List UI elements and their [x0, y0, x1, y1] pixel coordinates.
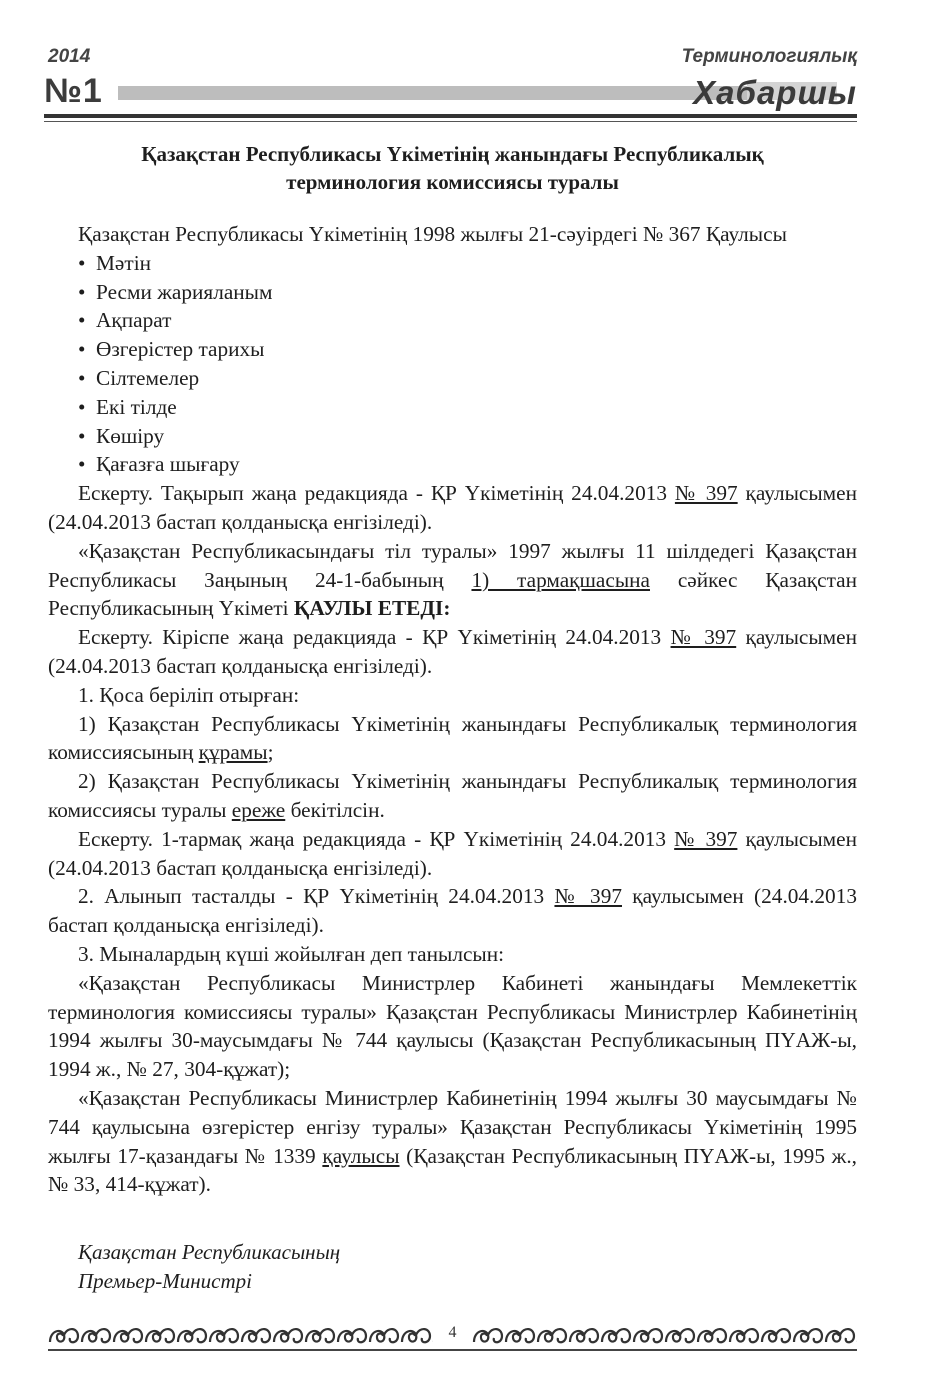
composition-link[interactable]: құрамы: [198, 740, 268, 765]
note-preamble-paragraph: Ескерту. Кіріспе жаңа редакцияда - ҚР Үкіметінің 24.04.2013 № 397 қаулысымен (24.04.2013 бастап қолданысқа енгізіледі).: [48, 625, 858, 678]
repealed-decree-2-paragraph: «Қазақстан Республикасы Министрлер Кабинетінің 1994 жылғы 30 маусымдағы № 744 қаулысына өзгерістер енгізу туралы» Қазақстан Республикасы Үкіметінің 1995 жылғы 17-қазандағы № 1339 қаулысы (Қазақстан Республикасының ПҮАЖ-ы, 1995 ж., № 33, 414-құжат).: [48, 1085, 857, 1197]
decree-link[interactable]: № 397: [674, 481, 738, 506]
title-line-1: Қазақстан Республикасы Үкіметінің жанындағы Республикалық: [141, 142, 764, 166]
page-footer: [48, 1322, 857, 1348]
header-journal-title: Терминологиялық: [681, 46, 857, 67]
bullet-icon: •: [78, 423, 86, 448]
menu-item-copy[interactable]: • Көшіру: [78, 422, 857, 451]
bullet-icon: •: [78, 308, 86, 333]
signature-block: [78, 1238, 340, 1296]
ornament-right-icon: [472, 1322, 857, 1348]
header-shade-bar: [118, 86, 754, 100]
document-body: [48, 220, 857, 1199]
document-menu: [48, 249, 857, 479]
bullet-icon: •: [78, 365, 86, 390]
item-1-1-paragraph: 1) Қазақстан Республикасы Үкіметінің жанындағы Республикалық терминология комиссиясының құрамы;: [48, 711, 857, 765]
menu-item-official-publication[interactable]: • Ресми жарияланым: [78, 278, 857, 307]
title-line-2: терминология комиссиясы туралы: [286, 170, 619, 194]
menu-item-bilingual[interactable]: • Екі тілде: [78, 393, 857, 422]
note-title-paragraph: Ескерту. Тақырып жаңа редакцияда - ҚР Үкіметінің 24.04.2013 № 397 қаулысымен (24.04.2013 бастап қолданысқа енгізіледі).: [48, 481, 857, 534]
decree-link[interactable]: № 397: [554, 884, 622, 909]
resolution-phrase: ҚАУЛЫ ЕТЕДІ:: [293, 596, 451, 621]
menu-item-info[interactable]: • Ақпарат: [78, 306, 857, 335]
bullet-icon: •: [78, 279, 86, 304]
item-1-2-paragraph: 2) Қазақстан Республикасы Үкіметінің жанындағы Республикалық терминология комиссиясы туралы ереже бекітілсін.: [48, 769, 857, 822]
decree-1339-link[interactable]: қаулысы: [322, 1143, 400, 1168]
intro-paragraph: Қазақстан Республикасы Үкіметінің 1998 жылғы 21-сәуірдегі № 367 Қаулысы: [78, 222, 787, 246]
bullet-icon: •: [78, 337, 86, 362]
item-2-paragraph: 2. Алынып тасталды - ҚР Үкіметінің 24.04.2013 № 397 қаулысымен (24.04.2013 бастап қолданысқа енгізіледі).: [48, 884, 857, 938]
item-3-paragraph: 3. Мыналардың күші жойылған деп танылсын:: [78, 941, 505, 966]
decree-link[interactable]: № 397: [670, 625, 737, 650]
bullet-icon: •: [78, 394, 86, 419]
note-item-1-paragraph: Ескерту. 1-тармақ жаңа редакцияда - ҚР Үкіметінің 24.04.2013 № 397 қаулысымен (24.04.2013 бастап қолданысқа енгізіледі).: [48, 826, 858, 880]
header-issue-number: №1: [44, 72, 103, 110]
menu-item-text[interactable]: • Мәтін: [78, 249, 857, 278]
header-rule-thin: [44, 121, 857, 122]
bullet-icon: •: [78, 452, 86, 477]
footer-rule: [48, 1349, 857, 1351]
regulation-link[interactable]: ереже: [231, 797, 286, 822]
menu-item-references[interactable]: • Сілтемелер: [78, 364, 857, 393]
menu-item-print[interactable]: • Қағазға шығару: [78, 450, 857, 479]
header-rule-thick: [44, 114, 857, 118]
signature-line-2: Премьер-Министрі: [78, 1269, 252, 1293]
decree-link[interactable]: № 397: [674, 826, 738, 851]
subparagraph-link[interactable]: 1) тармақшасына: [471, 567, 650, 592]
header-year: 2014: [48, 46, 91, 67]
repealed-decree-1-paragraph: «Қазақстан Республикасы Министрлер Кабинеті жанындағы Мемлекеттік терминология комиссиясы туралы» Қазақстан Республикасы Министрлер Кабинетінің 1994 жылғы 30-маусымдағы № 744 қаулысы (Қазақстан Республикасының ПҮАЖ-ы, 1994 ж., № 27, 304-құжат);: [48, 970, 857, 1082]
item-1-paragraph: 1. Қоса беріліп отырған:: [78, 682, 300, 707]
signature-line-1: Қазақстан Республикасының: [78, 1240, 341, 1264]
bullet-icon: •: [78, 250, 86, 275]
document-title: [48, 140, 857, 196]
menu-item-history[interactable]: • Өзгерістер тарихы: [78, 335, 857, 364]
page-number: 4: [448, 1324, 457, 1341]
header-journal-name: Хабаршы: [693, 74, 857, 111]
preamble-paragraph: «Қазақстан Республикасындағы тіл туралы» 1997 жылғы 11 шілдедегі Қазақстан Республикасы Заңының 24-1-бабының 1) тармақшасына сәйкес Қазақстан Республикасының Үкіметі ҚАУЛЫ ЕТЕДІ:: [48, 538, 857, 621]
